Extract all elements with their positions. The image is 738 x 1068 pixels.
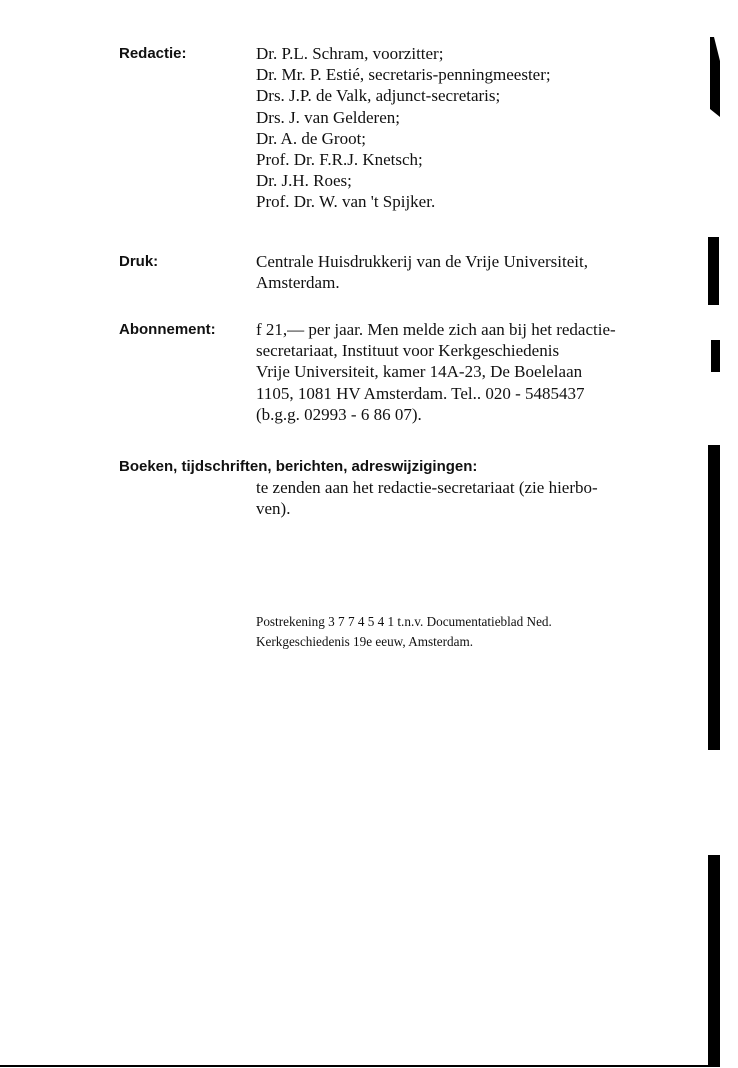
redactie-line: Drs. J. van Gelderen; bbox=[256, 107, 400, 127]
redactie-line: Dr. A. de Groot; bbox=[256, 128, 367, 148]
druk-text bbox=[256, 251, 701, 293]
redactie-line: Prof. Dr. W. van 't Spijker. bbox=[256, 192, 436, 212]
boeken-line: te zenden aan het redactie-secretariaat (zie hierbo- bbox=[256, 478, 598, 497]
postrekening-line: Kerkgeschiedenis 19e eeuw, Amsterdam. bbox=[256, 634, 474, 649]
abonnement-line: secretariaat, Instituut voor Kerkgeschiedenis bbox=[256, 341, 560, 361]
scan-edge-mark-5 bbox=[708, 855, 720, 1067]
druk-label: Druk: bbox=[119, 253, 159, 270]
scan-edge-mark-4 bbox=[708, 445, 720, 750]
abonnement-label: Abonnement: bbox=[119, 321, 216, 338]
redactie-line: Dr. Mr. P. Estié, secretaris-penningmeester; bbox=[256, 65, 551, 85]
boeken-text bbox=[256, 477, 701, 519]
druk-line: Amsterdam. bbox=[256, 273, 340, 293]
redactie-list bbox=[256, 43, 701, 213]
redactie-label: Redactie: bbox=[119, 45, 187, 62]
redactie-line: Dr. J.H. Roes; bbox=[256, 171, 352, 191]
redactie-line: Prof. Dr. F.R.J. Knetsch; bbox=[256, 150, 423, 170]
boeken-line: ven). bbox=[256, 499, 291, 519]
redactie-line: Drs. J.P. de Valk, adjunct-secretaris; bbox=[256, 86, 501, 106]
boeken-label: Boeken, tijdschriften, berichten, adreswijzigingen: bbox=[119, 458, 478, 475]
scan-edge-mark-3 bbox=[711, 340, 720, 372]
page-bottom-rule bbox=[0, 1065, 716, 1067]
druk-line: Centrale Huisdrukkerij van de Vrije Universiteit, bbox=[256, 252, 588, 271]
scan-edge-mark-1 bbox=[710, 37, 720, 117]
postrekening-line: Postrekening 3 7 7 4 5 4 1 t.n.v. Documentatieblad Ned. bbox=[256, 614, 552, 629]
abonnement-line: 1105, 1081 HV Amsterdam. Tel.. 020 - 5485437 bbox=[256, 383, 585, 403]
postrekening-text bbox=[256, 612, 701, 652]
scan-edge-mark-2 bbox=[708, 237, 719, 305]
abonnement-text bbox=[256, 319, 701, 425]
abonnement-line: Vrije Universiteit, kamer 14A-23, De Boelelaan bbox=[256, 362, 583, 382]
redactie-line: Dr. P.L. Schram, voorzitter; bbox=[256, 44, 444, 63]
abonnement-line: (b.g.g. 02993 - 6 86 07). bbox=[256, 404, 422, 424]
abonnement-line: f 21,— per jaar. Men melde zich aan bij het redactie- bbox=[256, 320, 616, 339]
